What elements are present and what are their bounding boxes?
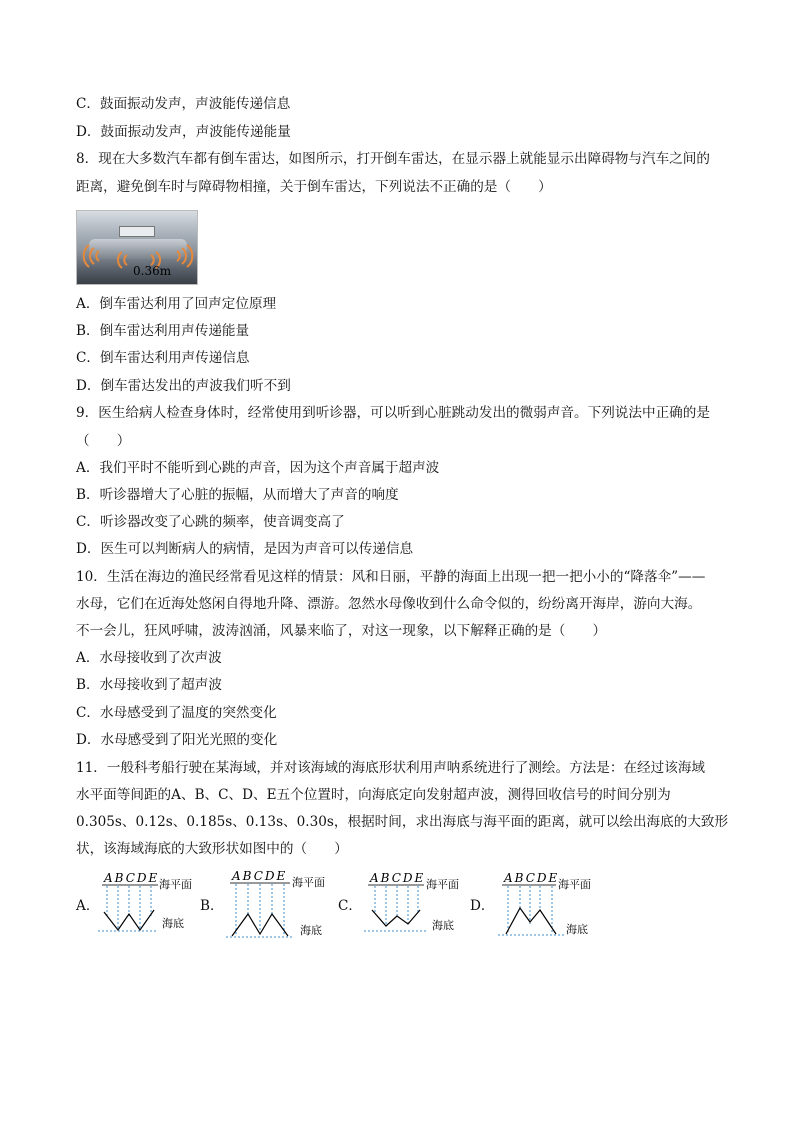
q11-option-d-letter: D． [470, 898, 495, 914]
q11-option-b-letter: B． [200, 898, 224, 914]
q11-option-c-letter: C． [338, 898, 362, 914]
q11-stem-line4: 状，该海域海底的大致形状如图中的（ ） [76, 841, 348, 857]
svg-text:海平面: 海平面 [292, 876, 325, 889]
q8-option-b: B．倒车雷达利用声传递能量 [76, 323, 250, 339]
q9-stem-line2: （ ） [76, 433, 131, 449]
svg-text:ABCDE: ABCDE [504, 871, 560, 885]
q10-option-a: A．水母接收到了次声波 [76, 650, 222, 666]
q7-option-d: D．鼓面振动发声，声波能传递能量 [76, 124, 291, 140]
q10-stem-line3: 不一会儿，狂风呼啸，波涛汹涌，风暴来临了，对这一现象，以下解释正确的是（ ） [76, 623, 607, 639]
sea-bottom-label: 海底 [162, 917, 184, 930]
svg-text:海底: 海底 [300, 924, 322, 937]
q8-option-d: D．倒车雷达发出的声波我们听不到 [76, 378, 291, 394]
q10-option-d: D．水母感受到了阳光光照的变化 [76, 732, 278, 748]
q11-option-c-diagram [360, 868, 470, 940]
svg-text:海底: 海底 [566, 923, 588, 936]
q11-stem-line3: 0.305s、0.12s、0.185s、0.13s、0.30s，根据时间，求出海底与海平面的距离，就可以绘出海底的大致形 [76, 814, 729, 830]
reversing-radar-photo [76, 210, 198, 285]
q10-stem-line2: 水母，它们在近海处悠闲自得地升降、漂游。忽然水母像收到什么命令似的，纷纷离开海岸，游向大海。 [76, 596, 702, 612]
q11-stem-line1: 11．一般科考船行驶在某海域，并对该海域的海底形状利用声呐系统进行了测绘。方法是：在经过该海域 [76, 760, 706, 776]
distance-readout: 0.36m [133, 264, 172, 278]
q11-option-d-diagram [494, 868, 604, 940]
q8-stem-line1: 8．现在大多数汽车都有倒车雷达，如图所示，打开倒车雷达，在显示器上就能显示出障碍物与汽车之间的 [76, 151, 710, 167]
q9-option-d: D．医生可以判断病人的病情，是因为声音可以传递信息 [76, 541, 414, 557]
svg-text:海平面: 海平面 [558, 878, 591, 891]
svg-text:海底: 海底 [432, 919, 454, 932]
q11-stem-line2: 水平面等间距的A、B、C、D、E五个位置时，向海底定向发射超声波，测得回收信号的时间分别为 [76, 787, 671, 803]
sea-surface-label: 海平面 [159, 878, 192, 891]
q11-option-b-diagram [224, 868, 334, 940]
point-labels: ABCDE [104, 871, 160, 885]
q11-option-a-diagram [96, 868, 196, 940]
q10-option-c: C．水母感受到了温度的突然变化 [76, 705, 277, 721]
q8-option-c: C．倒车雷达利用声传递信息 [76, 350, 250, 366]
q9-option-b: B．听诊器增大了心脏的振幅，从而增大了声音的响度 [76, 487, 399, 503]
q11-option-a-letter: A． [76, 898, 100, 914]
svg-text:ABCDE: ABCDE [232, 869, 288, 883]
q10-stem-line1: 10．生活在海边的渔民经常看见这样的情景：风和日丽，平静的海面上出现一把一把小小的“降落伞”—— [76, 569, 706, 585]
svg-text:海平面: 海平面 [426, 878, 459, 891]
svg-text:ABCDE: ABCDE [370, 871, 426, 885]
q10-option-b: B．水母接收到了超声波 [76, 677, 222, 693]
q9-option-c: C．听诊器改变了心跳的频率，使音调变高了 [76, 514, 345, 530]
q7-option-c: C．鼓面振动发声，声波能传递信息 [76, 96, 291, 112]
q8-stem-line2: 距离，避免倒车时与障碍物相撞，关于倒车雷达，下列说法不正确的是（ ） [76, 179, 552, 195]
q9-option-a: A．我们平时不能听到心跳的声音，因为这个声音属于超声波 [76, 460, 440, 476]
q8-option-a: A．倒车雷达利用了回声定位原理 [76, 296, 277, 312]
q9-stem-line1: 9．医生给病人检查身体时，经常使用到听诊器，可以听到心脏跳动发出的微弱声音。下列说法中正确的是 [76, 405, 710, 421]
